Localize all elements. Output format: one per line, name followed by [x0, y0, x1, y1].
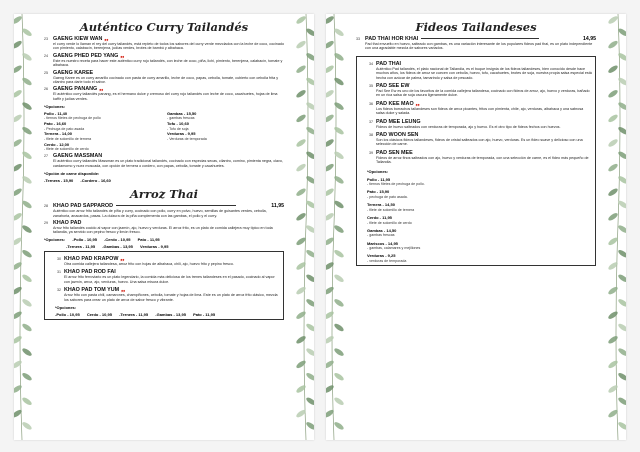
leaf-icon [295, 15, 307, 25]
item-number: 37 [369, 119, 373, 124]
leaf-icon [14, 359, 23, 369]
section-title-noodles: Fideos Tailandeses [415, 20, 537, 34]
leaf-icon [21, 126, 33, 136]
option-detail: - Pechuga de pato asada [44, 126, 85, 131]
leaf-icon [305, 421, 314, 431]
option [44, 132, 161, 141]
option-detail: - Verduras de temporada [167, 136, 207, 141]
option-name: Mariscos - 14,95 [367, 240, 398, 246]
right-leaf-decoration [288, 14, 314, 440]
leaf-icon [21, 421, 33, 431]
leaf-icon [305, 396, 314, 406]
item-description: Auténtico con arroz frito tailandés de piña y curry, cocinado con pollo, curry en polvo, huevo, semillas de guisantes verdes, cebolla, zanahoria, anacardos, pasas. La dulzura de la piña complementa con las gambas, el pollo y el curry. [53, 209, 267, 218]
option-name: Pato - 16,60 [44, 121, 67, 127]
option: -Pollo - 10,95 [55, 311, 80, 317]
leaf-icon [295, 359, 307, 369]
leaf-icon [617, 175, 626, 185]
options-label: *Opciones: [44, 236, 66, 242]
option: Pato - 11,95 [137, 236, 160, 242]
leaf-icon [305, 175, 314, 185]
option [367, 254, 592, 263]
chili-icon: ❟❟ [120, 255, 125, 262]
leaf-icon [333, 396, 345, 406]
leaf-icon [295, 64, 307, 74]
leaf-icon [333, 249, 345, 259]
leaf-icon [14, 285, 23, 295]
option-detail: - pechuga de pato asada. [367, 195, 408, 200]
leaf-icon [617, 126, 626, 136]
item-name-text: PAD WOON SEN [376, 132, 419, 139]
option [367, 242, 592, 251]
item-description: el curry verde lo llaman el rey del curry tailandés, está repleto de todos los sabores del curry verde mezclados con la leche de coco, cocinado con pimiento, calabacín, berenjena, judías verdes, brotes de bambú y albahaca. [53, 42, 284, 51]
item-price: 11,95 [271, 203, 284, 210]
leaf-icon [295, 39, 307, 49]
option-name: Tofu - 10,60 [167, 121, 189, 127]
leaf-icon [607, 212, 619, 222]
leaf-icon [305, 76, 314, 86]
menu-item [44, 153, 284, 168]
option: -Gambas - 13,95 [155, 311, 186, 317]
option-detail: - gambas frescas [367, 233, 395, 238]
item-name-text: KHAO PAD SAPPAROD [53, 203, 113, 210]
leaf-icon [326, 212, 335, 222]
option-name: Pato - 15,90 [367, 189, 390, 195]
leaf-icon [617, 322, 626, 332]
item-name-text: KHAO PAD KRAPOW [64, 255, 119, 262]
leaf-icon [14, 89, 23, 99]
leaf-icon [14, 261, 23, 271]
leaf-icon [295, 212, 307, 222]
item-name-text: PAD MEE LEUNG [376, 118, 421, 125]
option-detail: - gambas, calamares y mejillones [367, 246, 421, 251]
menu-item [44, 53, 284, 68]
leaf-icon [21, 76, 33, 86]
option-name: Cerdo - 11,95 [367, 215, 392, 221]
item-description: Pad thai envuelto en huevo, salteado con gambas, es una variación interesante de los populares fideos pad thai, es un plato independiente con una agradable mezcla de sabores variados. [365, 42, 593, 51]
option [167, 122, 284, 131]
option [367, 229, 592, 238]
chili-icon: ❟❟ [415, 100, 420, 107]
leaf-icon [607, 39, 619, 49]
item-number: 34 [369, 61, 373, 66]
leaf-icon [333, 273, 345, 283]
menu-item [367, 83, 592, 98]
leaf-icon [326, 162, 335, 172]
leaf-icon [326, 261, 335, 271]
massman-options [44, 178, 284, 183]
khao-pad-options-row2 [44, 244, 284, 249]
leaf-icon [617, 396, 626, 406]
item-number: 38 [369, 133, 373, 138]
option: -Ternera - 11,95 [119, 311, 149, 317]
leaf-icon [617, 273, 626, 283]
leaf-icon [326, 64, 335, 74]
leaf-icon [295, 285, 307, 295]
leaf-icon [295, 162, 307, 172]
option-name: Verduras - 9,25 [367, 253, 396, 259]
menu-item [44, 70, 284, 85]
menu-item [367, 101, 592, 116]
leaf-icon [333, 224, 345, 234]
khao-pad-options-row1 [44, 237, 284, 242]
menu-item [356, 36, 596, 51]
item-description: Auténtico Pad tailandés, el plato nacional de Tailandia, es el buque insignia de los fideos tailandeses, bien conocido desde hace muchos años, los fideos de arroz se cuecen con cebolla, huevo, tofu, cacahuetes, brotes de soja, nuestra propia salsa especial está hecha con azúcar de palma, tamarindo y salsa de pescado. [376, 66, 592, 80]
option-detail: - filete de solomillo de ternera [44, 136, 92, 141]
noodle-options-heading: *Opciones: [367, 168, 389, 174]
item-number: 35 [369, 84, 373, 89]
option-name: Gambas - 14,50 [367, 227, 397, 233]
option [44, 112, 161, 121]
leaf-icon [14, 138, 23, 148]
leaf-icon [14, 384, 23, 394]
option-name: Verduras - 9,95 [167, 131, 196, 137]
curry-options-heading: *Opciones: [44, 104, 66, 110]
menu-item [55, 269, 280, 284]
leaf-icon [295, 138, 307, 148]
item-number: 36 [369, 101, 373, 106]
left-leaf-decoration [14, 14, 40, 440]
item-name-text: PAD SEN MEE [376, 149, 413, 156]
leaf-icon [21, 101, 33, 111]
left-leaf-decoration [326, 14, 352, 440]
leaf-icon [333, 126, 345, 136]
leaf-icon [333, 101, 345, 111]
leaf-icon [326, 384, 335, 394]
leaf-icon [617, 249, 626, 259]
leaf-icon [607, 310, 619, 320]
leaf-icon [617, 150, 626, 160]
item-name-text: GAENG KIEW WAN [53, 36, 103, 42]
leaf-icon [305, 322, 314, 332]
option-name: Ternera - 14,50 [367, 202, 395, 208]
option: Cerdo - 10,95 [86, 311, 112, 317]
option-cordero: -Cordero - 16,60 [80, 178, 111, 184]
item-description: Este es nuestro receta para hacer este auténtico curry rojo tailandés, con leche de coco, piña, lichi, pimiento, berenjena, calabacín, tomate y albahaca. [53, 58, 283, 68]
leaf-icon [295, 89, 307, 99]
option: Pato - 11,95 [193, 311, 216, 317]
chili-icon: ❟❟ [121, 287, 126, 294]
option-detail: - filete de solomillo de cerdo [44, 147, 89, 152]
chili-icon: ❟❟ [104, 36, 109, 42]
item-number: 39 [369, 150, 373, 155]
leaf-icon [326, 335, 335, 345]
leaf-icon [305, 126, 314, 136]
menu-item [44, 86, 284, 101]
leaf-icon [326, 15, 335, 25]
item-name: KHAO PAD [53, 220, 82, 227]
item-number: 33 [356, 37, 360, 41]
leaf-icon [21, 273, 33, 283]
leaf-icon [21, 347, 33, 357]
leaf-icon [333, 298, 345, 308]
leaf-icon [14, 187, 23, 197]
leaf-icon [21, 52, 33, 62]
item-description: Arroz frito con pasta chili, camarones, champiñones, cebolla, tomate y hojas de lima. Este es un plato de arroz frito clásico, mezcla los sabores para crear un plato de arroz de sabor fresco y vibrante. [64, 293, 278, 302]
item-name-text: PAD THAI [376, 60, 402, 67]
item-description: Pad See Ew es uno de los favoritos de la comida callejera tailandesa, cocinado con fideos de arroz, ajo, huevo y verduras, bañado en un rica salsa de soja oscura ligeramente dulce. [376, 89, 590, 98]
price-rule [116, 205, 236, 206]
leaf-icon [607, 15, 619, 25]
item-name-text: PAD SEE EW [376, 83, 410, 90]
leaf-icon [607, 285, 619, 295]
leaf-icon [14, 64, 23, 74]
option: -Ternera - 11,95 [66, 243, 96, 249]
menu-item [44, 36, 284, 51]
leaf-icon [305, 52, 314, 62]
leaf-icon [305, 150, 314, 160]
item-number: 26 [44, 87, 48, 92]
leaf-icon [326, 359, 335, 369]
option: -Pollo - 10,95 [72, 236, 97, 242]
leaf-icon [14, 39, 23, 49]
leaf-icon [14, 162, 23, 172]
leaf-icon [326, 187, 335, 197]
option: -Cerdo - 10,95 [104, 236, 131, 242]
item-description: Fideos de huevo salteados con verduras de temporada, ajo y huevo. Es el otro tipo de fideos fechos con huevos. [376, 124, 561, 129]
option-ternera: -Ternera - 15,90 [44, 178, 74, 184]
option-detail: - Tofu de soja [167, 126, 189, 131]
leaf-icon [21, 372, 33, 382]
leaf-icon [607, 113, 619, 123]
item-description: Otra comida callejera tailandesa, arroz frito con hojas de albahaca, chili, ajo, huevo frito y pepino fresco. [64, 261, 234, 266]
leaf-icon [305, 101, 314, 111]
option-name: Cerdo - 12,00 [44, 141, 70, 147]
item-number: 23 [44, 37, 48, 41]
option-name: Pollo - 11,40 [44, 110, 68, 116]
box-options [55, 312, 280, 317]
item-description: El arroz frito ferroviario es un plato legendario, la comida más deliciosa de los trenes tailandeses en el pasado, cocinado al vapor con jazmín, arroz, ajo, verduras, huevo. Una salsa misura dulce. [64, 275, 275, 284]
section-title-rice: Arroz Thai [130, 187, 198, 202]
item-name-text: KHAO PAD TOM YUM [64, 287, 120, 294]
leaf-icon [607, 359, 619, 369]
menu-item [367, 132, 592, 147]
item-name-text: KHAO PAD ROD FAI [64, 269, 116, 276]
item-name-text: PAD KEE MAO [376, 100, 414, 107]
leaf-icon [326, 310, 335, 320]
leaf-icon [617, 224, 626, 234]
leaf-icon [607, 162, 619, 172]
item-description: Gaeng Karee es un curry amarillo cocinado con pasta de curry amarillo, leche de coco, papas, cebolla, tomate, cubierto con cebolla frita y cilantro para darle todo el sabor. [53, 75, 279, 85]
menu-item [44, 203, 284, 218]
boxed-noodle-section [356, 56, 596, 266]
leaf-icon [305, 347, 314, 357]
leaf-icon [333, 52, 345, 62]
leaf-icon [607, 64, 619, 74]
option-name: Pollo - 11,95 [367, 176, 391, 182]
leaf-icon [607, 335, 619, 345]
leaf-icon [14, 212, 23, 222]
leaf-icon [21, 396, 33, 406]
menu-item [367, 119, 592, 129]
option [167, 112, 284, 121]
leaf-icon [295, 335, 307, 345]
item-description: El auténtico curry tailandés Massman es un plato tradicional tailandés, cocinado con especias secas, cilantro, comino, pimienta negra, clavo, cardamomo y nuez moscada, con opción de ternera o cordero, con papas, cebolla, tomate y cacahuetes. [53, 159, 283, 168]
item-name-text: GAENG KAREE [53, 69, 94, 76]
leaf-icon [333, 372, 345, 382]
leaf-icon [333, 347, 345, 357]
option [367, 190, 592, 199]
leaf-icon [14, 310, 23, 320]
option-detail: - filete de solomillo de cerdo [367, 220, 412, 225]
menu-item [367, 61, 592, 80]
leaf-icon [333, 421, 345, 431]
leaf-icon [617, 347, 626, 357]
leaf-icon [305, 224, 314, 234]
leaf-icon [607, 138, 619, 148]
leaf-icon [305, 249, 314, 259]
option: Verduras - 9,95 [140, 243, 169, 249]
menu-item [367, 150, 592, 165]
item-number: 27 [44, 154, 48, 159]
option [367, 216, 592, 225]
item-number: 28 [44, 204, 48, 209]
item-name: GAENG MASSMAN [53, 153, 103, 160]
item-price: 14,95 [583, 36, 596, 42]
item-number: 24 [44, 53, 48, 58]
leaf-icon [21, 224, 33, 234]
leaf-icon [295, 384, 307, 394]
item-name-text: GAENG PHED PED YANG [53, 52, 119, 59]
option-detail: - verduras de temporada [367, 259, 407, 264]
item-description: Arroz frito tailandés cocido al vapor con jazmín, ajo, huevo y verduras. El arroz frito, es un plato de comida callejera muy típico en toda tailandia, ya servido con pepino fresco y limón fresco. [53, 226, 273, 235]
leaf-icon [295, 113, 307, 123]
left-menu-page [14, 14, 314, 440]
leaf-icon [326, 113, 335, 123]
leaf-icon [326, 285, 335, 295]
item-number: 32 [57, 288, 61, 293]
leaf-icon [14, 113, 23, 123]
item-name-text: GAENG PANANG [53, 86, 98, 93]
item-description: Fideos de arroz finos salteados con ajo, huevo y verduras de temporada, con una selección de carne, es el fideo más pequeño de Tailandia. [376, 155, 589, 165]
item-description: Los fideos borrachos tailandeses son fideos de arroz picantes, fritos con pimienta, chile, ajo, verduras, albahaca y una sabrosa salsa dulce y salada. [376, 106, 584, 116]
option [44, 143, 161, 152]
option [367, 203, 592, 212]
section-title-curry: Auténtico Curry Tailandés [79, 20, 249, 34]
leaf-icon [607, 89, 619, 99]
item-description: El auténtico curry tailandés panang, es el hermano dulce y cremoso del curry rojo tailandés con leche de coco, cacahuetes, hojas de lima kaffir y judías verdes. [53, 92, 278, 101]
leaf-icon [14, 335, 23, 345]
leaf-icon [21, 298, 33, 308]
item-number: 29 [44, 221, 48, 226]
leaf-icon [617, 101, 626, 111]
option-name: Gambas - 15,50 [167, 110, 197, 116]
item-name-text: PAD THAI HOR KHAI [365, 36, 419, 42]
leaf-icon [305, 273, 314, 283]
massman-options-heading: *Opción de carne disponible: [44, 171, 100, 177]
leaf-icon [333, 76, 345, 86]
leaf-icon [617, 421, 626, 431]
option [44, 122, 161, 131]
menu-item [55, 287, 280, 302]
boxed-rice-section [44, 251, 284, 320]
item-number: 30 [57, 256, 61, 261]
menu-item [44, 220, 284, 235]
chili-icon: ❟❟ [99, 86, 104, 93]
item-number: 25 [44, 70, 48, 75]
leaf-icon [617, 372, 626, 382]
price-rule [421, 38, 539, 39]
leaf-icon [21, 322, 33, 332]
option-name: Ternera - 14,00 [44, 131, 72, 137]
leaf-icon [21, 150, 33, 160]
leaf-icon [607, 187, 619, 197]
item-description: Son los clásicos fideos tailandeses, fideos de cristal salteados con ajo, huevo, verduras. Es un fideo suave y delicioso con una selección de carne. [376, 138, 583, 147]
leaf-icon [333, 150, 345, 160]
leaf-icon [617, 76, 626, 86]
leaf-icon [295, 187, 307, 197]
right-leaf-decoration [600, 14, 626, 440]
menu-item [55, 256, 280, 266]
leaf-icon [326, 138, 335, 148]
leaf-icon [21, 249, 33, 259]
leaf-icon [326, 39, 335, 49]
leaf-icon [305, 298, 314, 308]
option-detail: - tiernos filetes de pechuga de pollo. [367, 182, 425, 187]
leaf-icon [14, 15, 23, 25]
item-number: 31 [57, 270, 61, 275]
option-detail: - gambas frescas [167, 116, 195, 121]
leaf-icon [607, 384, 619, 394]
option [167, 132, 284, 141]
option-detail: - filete de solomillo de ternera [367, 207, 415, 212]
box-options-heading: *Opciones: [55, 304, 77, 310]
leaf-icon [326, 89, 335, 99]
option: -Gambas - 13,95 [102, 243, 133, 249]
option-detail: - tiernos filetes de pechuga de pollo [44, 116, 101, 121]
right-menu-page [326, 14, 626, 440]
leaf-icon [295, 310, 307, 320]
leaf-icon [617, 298, 626, 308]
chili-icon: ❟❟ [120, 52, 125, 59]
leaf-icon [305, 372, 314, 382]
leaf-icon [333, 322, 345, 332]
leaf-icon [617, 52, 626, 62]
option [367, 178, 592, 187]
